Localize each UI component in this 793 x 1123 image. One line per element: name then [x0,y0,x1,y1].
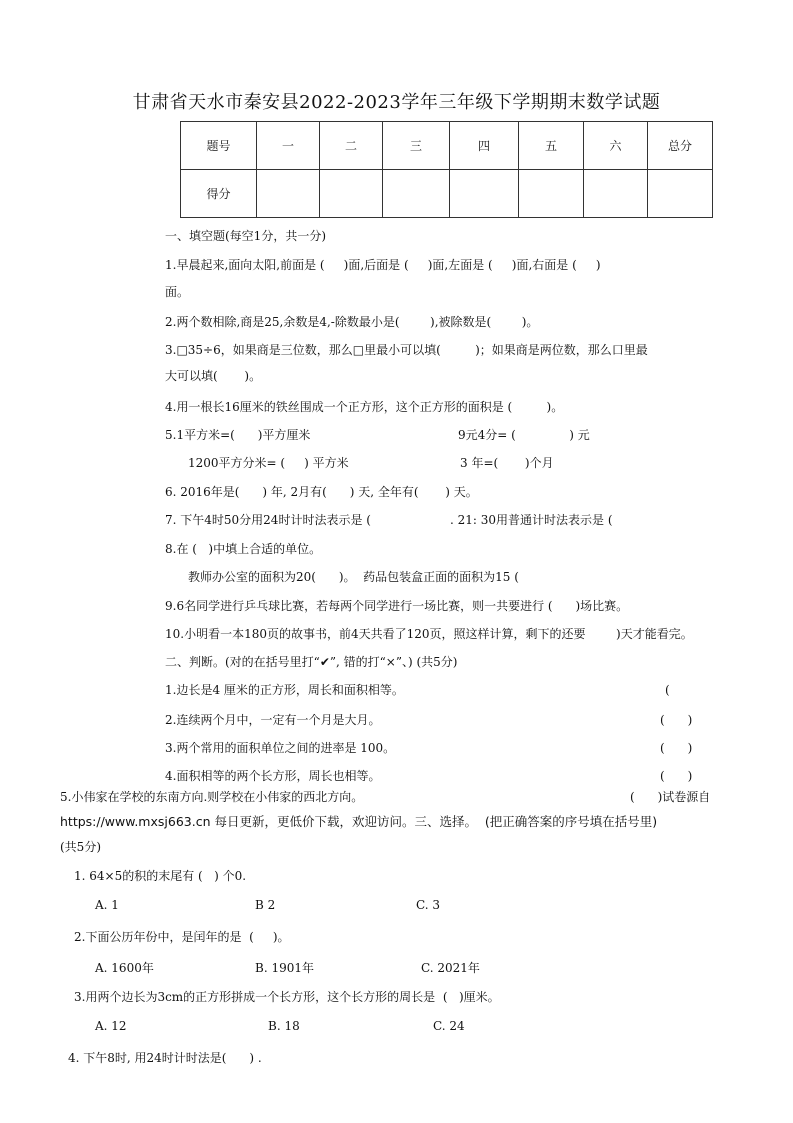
answer-bracket[interactable]: ( [665,683,670,697]
choice-question: 1. 64×5的积的末尾有 ( ) 个0. [74,869,247,883]
question-text: 8.在 ( )中填上合适的单位。 [165,542,322,556]
score-cell-3: 三 [383,122,450,170]
score-blank[interactable] [519,170,584,218]
score-row-label: 得分 [181,170,257,218]
judge-question: 1.边长是4 厘米的正方形，周长和面积相等。 [165,683,404,697]
score-cell-4: 四 [450,122,519,170]
section-score-note: (共5分) [60,840,101,854]
choice-question: 2.下面公历年份中，是闰年的是 ( )。 [74,930,290,944]
judge-question: 2.连续两个月中，一定有一个月是大月。 [165,713,381,727]
question-text: 10.小明看一本180页的故事书，前4天共看了120页，照这样计算，剩下的还要 )天才能看完。 [165,627,693,641]
question-text: 4.用一根长16厘米的铁丝围成一个正方形，这个正方形的面积是 ( )。 [165,400,564,414]
score-blank[interactable] [648,170,713,218]
score-table [180,121,713,218]
score-cell-1: 一 [257,122,320,170]
score-cell-total: 总分 [648,122,713,170]
question-text: . 21: 30用普通计时法表示是 ( [450,513,613,527]
choice-option: B 2 [255,898,276,912]
choice-option: A. 12 [95,1019,127,1033]
score-cell-label: 题号 [181,122,257,170]
question-text: 6. 2016年是( ) 年, 2月有( ) 天, 全年有( ) 天。 [165,485,478,499]
question-text: 3 年=( )个月 [460,456,554,470]
page-title: 甘肃省天水市秦安县2022-2023学年三年级下学期期末数学试题 [132,92,661,113]
question-text: 2.两个数相除,商是25,余数是4,-除数最小是( ),被除数是( )。 [165,315,539,329]
score-blank[interactable] [584,170,648,218]
answer-bracket-source-note: ( )试卷源自 [630,790,711,804]
score-blank[interactable] [257,170,320,218]
answer-bracket[interactable]: ( ) [660,769,693,783]
score-cell-2: 二 [320,122,383,170]
score-blank[interactable] [320,170,383,218]
answer-bracket[interactable]: ( ) [660,741,693,755]
score-table-score-row [181,170,713,218]
choice-option: A. 1 [95,898,119,912]
score-cell-5: 五 [519,122,584,170]
choice-option: A. 1600年 [95,961,154,975]
question-text: 1.早晨起来,面向太阳,前面是 ( )面,后面是 ( )面,左面是 ( )面,右面是 ( ) [165,258,601,272]
choice-option: C. 3 [416,898,441,912]
question-text: 7. 下午4时50分用24时计时法表示是 ( [165,513,371,527]
score-cell-6: 六 [584,122,648,170]
question-text: 9元4分= ( ) 元 [458,428,590,442]
choice-option: B. 18 [268,1019,300,1033]
choice-question: 4. 下午8时, 用24时计时法是( ) . [68,1051,262,1065]
source-watermark-line: https://www.mxsj663.cn 每日更新，更低价下载，欢迎访问。三、选择。 (把正确答案的序号填在括号里) [60,814,658,829]
judge-question: 4.面积相等的两个长方形，周长也相等。 [165,769,381,783]
score-blank[interactable] [450,170,519,218]
choice-option: C. 2021年 [421,961,480,975]
question-text: 3.□35÷6，如果商是三位数，那么□里最小可以填( )；如果商是两位数，那么口里最 [165,343,648,357]
section-heading-fill: 一、填空题(每空1分，共一分) [165,229,326,243]
choice-option: B. 1901年 [255,961,314,975]
choice-option: C. 24 [433,1019,465,1033]
question-text: 5.1平方米=( )平方厘米 [165,428,311,442]
judge-question: 5.小伟家在学校的东南方向.则学校在小伟家的西北方向。 [60,790,364,804]
question-text: 教师办公室的面积为20( )。 药品包装盒正面的面积为15 ( [188,570,519,584]
section-heading-judge: 二、判断。(对的在括号里打“✔”, 错的打“×”、) (共5分) [165,655,458,669]
question-text: 9.6名同学进行乒乓球比赛，若每两个同学进行一场比赛，则一共要进行 ( )场比赛。 [165,599,629,613]
score-table-header-row [181,122,713,170]
judge-question: 3.两个常用的面积单位之间的进率是 100。 [165,741,396,755]
score-blank[interactable] [383,170,450,218]
question-text: 面。 [165,285,190,299]
question-text: 1200平方分米= ( ) 平方米 [188,456,349,470]
choice-question: 3.用两个边长为3cm的正方形拼成一个长方形，这个长方形的周长是 ( )厘米。 [74,990,500,1004]
question-text: 大可以填( )。 [165,369,262,383]
answer-bracket[interactable]: ( ) [660,713,693,727]
